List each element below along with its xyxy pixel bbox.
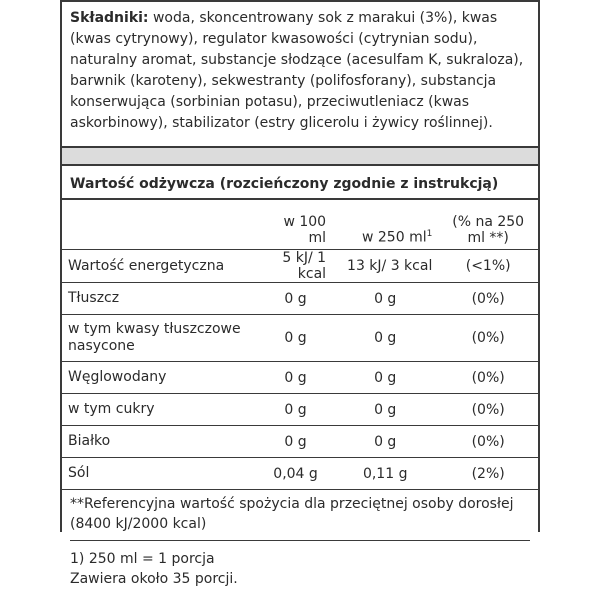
- table-row: [62, 250, 538, 283]
- table-row: [62, 362, 538, 394]
- header-per250: [332, 200, 438, 250]
- row-per100: 0,04 g: [259, 458, 332, 490]
- row-name: Wartość energetyczna: [62, 250, 259, 283]
- header-per250-sup: 1: [426, 229, 433, 240]
- row-per250: 0 g: [332, 315, 438, 362]
- nutrition-footer: [62, 490, 538, 593]
- row-ri: (0%): [438, 315, 538, 362]
- row-ri: (0%): [438, 426, 538, 458]
- table-row: [62, 315, 538, 362]
- ingredients-title: Składniki:: [70, 10, 149, 26]
- row-ri: (<1%): [438, 250, 538, 283]
- row-ri: (0%): [438, 394, 538, 426]
- row-ri: (2%): [438, 458, 538, 490]
- ingredients-text: woda, skoncentrowany sok z marakui (3%), kwas (kwas cytrynowy), regulator kwasowości (cytrynian sodu), naturalny aromat, substancje słodzące (acesulfam K, sukraloza), barwnik (karoteny), sekwestranty (polifosforany), substancja konserwująca (sorbinian potasu), przeciwutleniacz (kwas askorbinowy), stabilizator (estry glicerolu i żywicy roślinnej).: [70, 10, 524, 131]
- row-name: w tym cukry: [62, 394, 259, 426]
- row-per100: 0 g: [259, 315, 332, 362]
- row-ri: (0%): [438, 283, 538, 315]
- row-per100: 0 g: [259, 394, 332, 426]
- serving-note: 1) 250 ml = 1 porcja: [70, 551, 215, 567]
- ingredients-section: [62, 2, 538, 148]
- header-per250-label: w 250 ml: [362, 230, 427, 246]
- ri-footnote: **Referencyjna wartość spożycia dla przeciętnej osoby dorosłej (8400 kJ/2000 kcal): [70, 494, 530, 541]
- header-empty: [62, 200, 259, 250]
- row-per250: 0 g: [332, 394, 438, 426]
- row-name: Tłuszcz: [62, 283, 259, 315]
- nutrition-title: Wartość odżywcza (rozcieńczony zgodnie z instrukcją): [62, 164, 538, 200]
- row-name: Sól: [62, 458, 259, 490]
- row-ri: (0%): [438, 362, 538, 394]
- row-per100: 0 g: [259, 426, 332, 458]
- row-per250: 0 g: [332, 362, 438, 394]
- row-per100: 0 g: [259, 283, 332, 315]
- row-name: Białko: [62, 426, 259, 458]
- header-ri: (% na 250 ml **): [438, 200, 538, 250]
- table-row: [62, 458, 538, 490]
- portions-note: Zawiera około 35 porcji.: [70, 571, 238, 587]
- nutrition-header-row: [62, 200, 538, 250]
- row-per100: 0 g: [259, 362, 332, 394]
- header-per100: w 100 ml: [259, 200, 332, 250]
- row-name: w tym kwasy tłuszczowe nasycone: [62, 315, 259, 362]
- product-label: [60, 0, 540, 587]
- row-name: Węglowodany: [62, 362, 259, 394]
- row-per250: 13 kJ/ 3 kcal: [332, 250, 438, 283]
- table-row: [62, 426, 538, 458]
- nutrition-table: [62, 200, 538, 490]
- table-row: [62, 283, 538, 315]
- row-per250: 0 g: [332, 426, 438, 458]
- table-row: [62, 394, 538, 426]
- row-per250: 0 g: [332, 283, 438, 315]
- row-per250: 0,11 g: [332, 458, 438, 490]
- row-per100: 5 kJ/ 1 kcal: [259, 250, 332, 283]
